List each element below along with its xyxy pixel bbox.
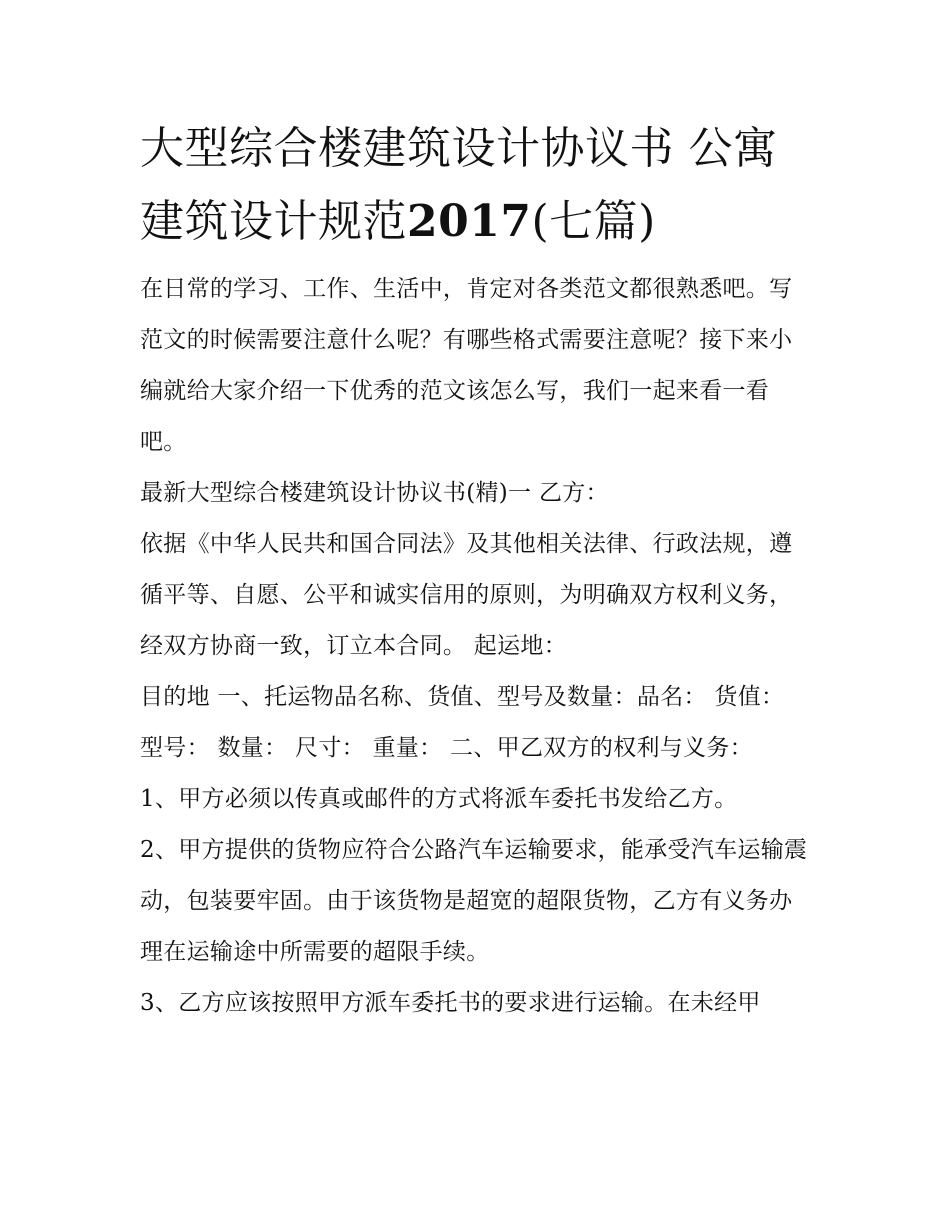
section-heading: 最新大型综合楼建筑设计协议书(精)一 乙方： [140,480,609,506]
clause-3: 3、乙方应该按照甲方派车委托书的要求进行运输。在未经甲 [140,990,761,1016]
contract-basis-paragraph: 依据《中华人民共和国合同法》及其他相关法律、行政法规，遵循平等、自愿、公平和诚实信用的原则，为明确双方权利义务，经双方协商一致，订立本合同。 起运地： [140,531,793,659]
intro-paragraph: 在日常的学习、工作、生活中，肯定对各类范文都很熟悉吧。写范文的时候需要注意什么呢？有哪些格式需要注意呢？接下来小编就给大家介绍一下优秀的范文该怎么写，我们一起来看一看吧。 [140,276,793,455]
document-content [140,112,810,1029]
goods-details-paragraph: 目的地 一、托运物品名称、货值、型号及数量：品名： 货值： 型号： 数量： 尺寸： 重量： 二、甲乙双方的权利与义务： [140,684,785,761]
clause-2: 2、甲方提供的货物应符合公路汽车运输要求，能承受汽车运输震动，包装要牢固。由于该货物是超宽的超限货物，乙方有义务办理在运输途中所需要的超限手续。 [140,837,808,965]
title-suffix: (七篇) [531,196,656,247]
title-main: 大型综合楼建筑设计协议书 公寓建筑设计规范 [140,123,778,247]
clause-1: 1、甲方必须以传真或邮件的方式将派车委托书发给乙方。 [140,786,738,812]
document-title [140,112,810,258]
title-year: 2017 [407,196,532,247]
